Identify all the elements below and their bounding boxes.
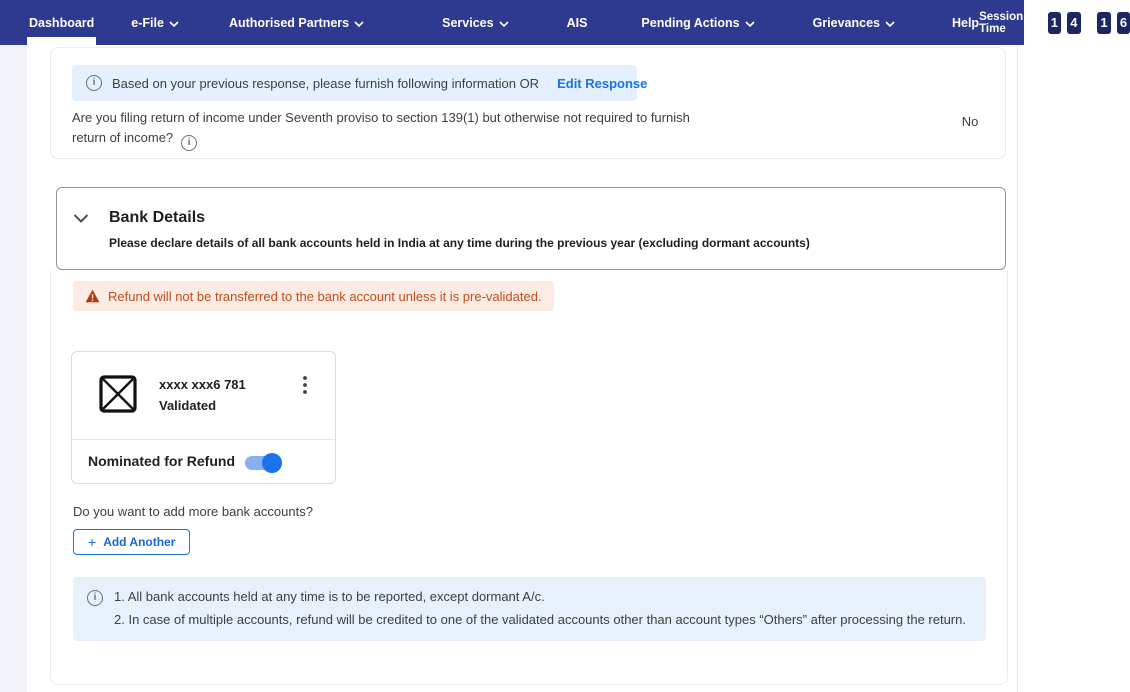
bank-logo-icon	[98, 374, 138, 414]
top-navbar	[0, 0, 1128, 45]
add-another-button[interactable]	[73, 529, 190, 555]
chevron-down-icon	[499, 21, 509, 27]
section-title: Bank Details	[109, 209, 206, 226]
session-digit: 1	[1097, 12, 1110, 34]
chevron-down-icon	[885, 21, 895, 27]
toggle-thumb	[262, 453, 282, 473]
plus-icon: +	[88, 534, 97, 550]
chevron-down-icon	[745, 21, 755, 27]
note-line: 2. In case of multiple accounts, refund will be credited to one of the validated accounts other than account types “Others” after processing the return.	[114, 612, 966, 627]
nominate-label: Nominated for Refund	[88, 453, 235, 469]
kebab-menu-icon[interactable]	[303, 376, 307, 394]
nav-item-services[interactable]	[442, 0, 508, 45]
bank-account-card	[71, 351, 336, 484]
prevalidation-warning	[73, 281, 554, 311]
nav-item-ais[interactable]	[567, 0, 588, 45]
nav-label: Dashboard	[29, 15, 95, 30]
page-left-gutter	[0, 45, 27, 692]
session-colon: :	[1086, 14, 1092, 31]
question-answer-value: No	[961, 114, 979, 129]
info-banner-text: Based on your previous response, please furnish following information OR	[112, 75, 540, 91]
bank-details-accordion-header[interactable]	[56, 187, 1006, 270]
chevron-down-icon	[354, 21, 364, 27]
nav-item-grievances[interactable]	[813, 0, 895, 45]
question-text: Are you filing return of income under Seventh proviso to section 139(1) but otherwise not required to furnish return of income?	[72, 110, 690, 145]
nav-label: Help	[951, 15, 980, 30]
chevron-down-icon[interactable]	[73, 214, 89, 223]
info-icon	[86, 75, 102, 91]
bank-account-summary	[72, 352, 335, 440]
nominate-row	[72, 440, 335, 484]
nav-item-dashboard[interactable]	[29, 0, 94, 45]
section-subtitle: Please declare details of all bank accounts held in India at any time during the previous year (excluding dormant accounts)	[109, 236, 810, 250]
nav-label: AIS	[566, 15, 588, 30]
session-digit: 6	[1117, 12, 1130, 34]
bank-notes-box	[73, 577, 986, 641]
session-digit: 1	[1048, 12, 1061, 34]
session-timer	[979, 11, 1130, 35]
nav-label: Pending Actions	[641, 15, 740, 30]
nav-item-e-file[interactable]	[131, 0, 179, 45]
seventh-proviso-question	[72, 108, 692, 151]
warning-triangle-icon	[85, 289, 100, 303]
nav-item-pending-actions[interactable]	[641, 0, 754, 45]
add-more-question: Do you want to add more bank accounts?	[73, 504, 313, 519]
bank-details-panel	[50, 270, 1008, 685]
add-another-label: Add Another	[103, 535, 176, 549]
session-time-label: Session Time	[979, 10, 1024, 35]
chevron-down-icon	[169, 21, 179, 27]
nav-label: e-File	[131, 15, 164, 30]
account-number-masked: xxxx xxx6 781	[159, 377, 246, 392]
nav-item-help[interactable]	[952, 0, 979, 45]
info-banner	[72, 65, 648, 101]
note-line: 1. All bank accounts held at any time is to be reported, except dormant A/c.	[114, 589, 545, 604]
info-icon	[87, 590, 103, 606]
session-digit: 4	[1067, 12, 1080, 34]
nav-label: Services	[442, 15, 494, 30]
account-status: Validated	[159, 398, 217, 413]
bank-notes	[114, 589, 966, 627]
nav-item-authorised-partners[interactable]	[229, 0, 364, 45]
nav-label: Grievances	[812, 15, 880, 30]
info-icon[interactable]	[181, 135, 197, 151]
warning-text: Refund will not be transferred to the bank account unless it is pre-validated.	[108, 288, 542, 304]
active-tab-indicator	[27, 37, 96, 45]
nominate-toggle[interactable]	[245, 456, 279, 470]
nav-label: Authorised Partners	[228, 15, 350, 30]
edit-response-link[interactable]: Edit Response	[557, 75, 648, 91]
content-right-border	[1017, 45, 1018, 692]
